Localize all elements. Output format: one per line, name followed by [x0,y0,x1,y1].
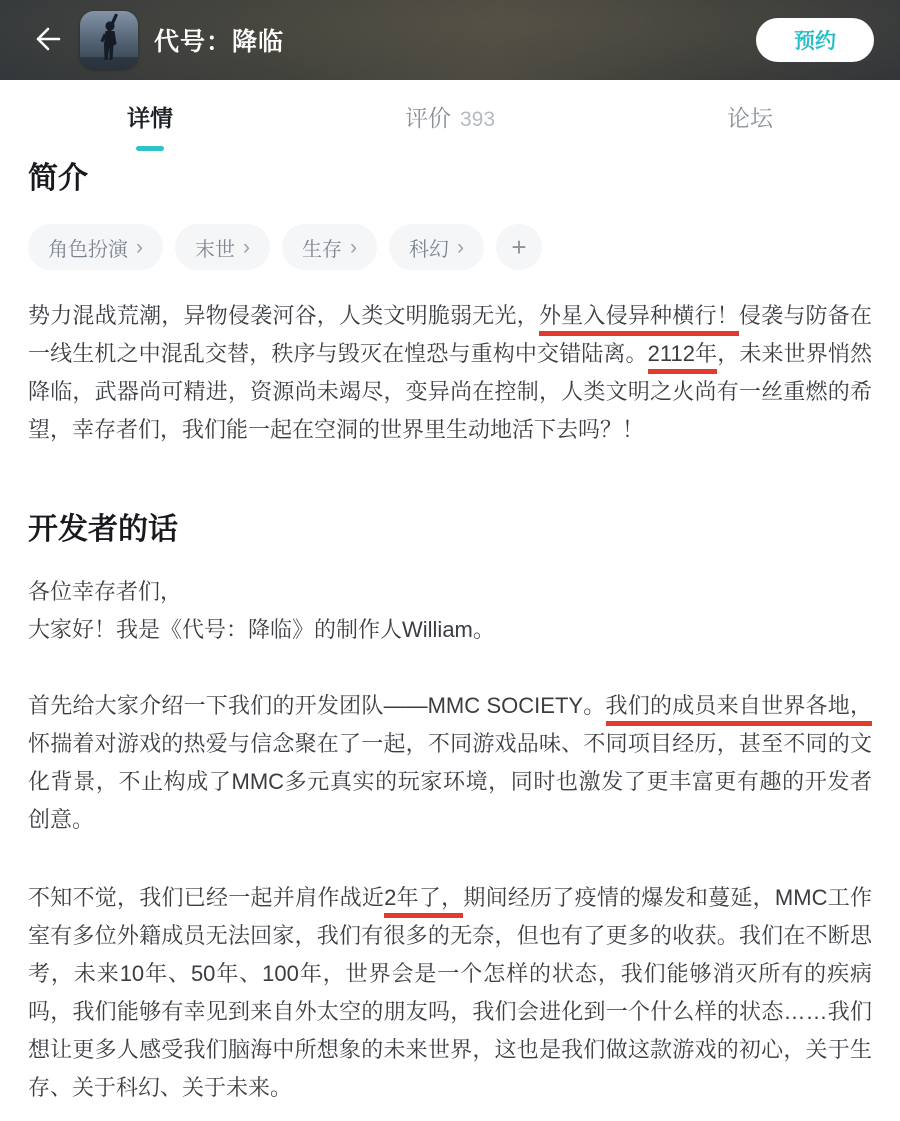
chevron-right-icon: › [136,235,143,259]
tag-apocalypse-label: 末世 [195,238,235,261]
reserve-button[interactable]: 预约 [756,18,874,62]
game-app-icon [80,11,138,69]
page-title: 代号：降临 [154,28,285,56]
developer-paragraph-greeting: 各位幸存者们， 大家好！我是《代号：降临》的制作人William。 [28,579,495,642]
tab-forum[interactable] [600,80,900,154]
tag-rpg-label: 角色扮演 [48,238,128,261]
tab-reviews[interactable] [300,80,600,154]
tab-details-label: 详情 [127,105,173,131]
plus-icon: + [511,232,527,262]
tag-survival[interactable] [282,224,377,270]
app-header [0,0,900,80]
tag-rpg[interactable] [28,224,163,270]
reviews-count-badge: 393 [459,108,496,131]
red-marker-underline: 2年了， [384,885,463,918]
chevron-right-icon: › [243,235,250,259]
chevron-right-icon: › [350,235,357,259]
back-arrow-icon [28,21,64,60]
red-marker-underline: 外星入侵异种横行！ [539,303,739,336]
tab-bar [0,80,900,154]
developer-paragraph-vision: 不知不觉，我们已经一起并肩作战近2年了，期间经历了疫情的爆发和蔓延，MMC工作室有多位外籍成员无法回家，我们有很多的无奈，但也有了更多的收获。我们在不断思考，未来10年、50年、100年，世界会是一个怎样的状态，我们能够消灭所有的疾病吗，我们能够有幸见到来自外太空的朋友吗，我们会进化到一个什么样的状态……我们想让更多人感受我们脑海中所想象的未来世界，这也是我们做这款游戏的初心，关于生存、关于科幻、关于未来。 [28,885,872,1100]
developer-section-heading: 开发者的话 [28,513,178,546]
active-tab-indicator [136,146,164,151]
red-marker-underline: 2112年 [648,341,718,374]
intro-paragraph: 势力混战荒潮，异物侵袭河谷，人类文明脆弱无光，外星入侵异种横行！侵袭与防备在一线生机之中混乱交替，秩序与毁灭在惶恐与重构中交错陆离。2112年，未来世界悄然降临，武器尚可精进，资源尚未竭尽，变异尚在控制，人类文明之火尚有一丝重燃的希望，幸存者们，我们能一起在空洞的世界里生动地活下去吗？！ [28,303,872,442]
genre-tag-row [28,224,872,270]
chevron-right-icon: › [457,235,464,259]
tag-survival-label: 生存 [302,238,342,261]
tab-forum-label: 论坛 [727,105,773,131]
intro-section-heading: 简介 [28,162,88,195]
back-button[interactable] [24,18,68,62]
tag-scifi-label: 科幻 [409,238,449,261]
tab-details[interactable] [0,80,300,154]
tab-reviews-label: 评价 [404,105,451,131]
tag-apocalypse[interactable] [175,224,270,270]
add-tag-button[interactable] [496,224,542,270]
developer-paragraph-team: 首先给大家介绍一下我们的开发团队——MMC SOCIETY。我们的成员来自世界各地，怀揣着对游戏的热爱与信念聚在了一起，不同游戏品味、不同项目经历，甚至不同的文化背景，不止构成了MMC多元真实的玩家环境，同时也激发了更丰富更有趣的开发者创意。 [28,693,872,832]
tag-scifi[interactable] [389,224,484,270]
red-marker-underline: 我们的成员来自世界各地， [606,693,872,726]
detail-content [0,160,900,1121]
